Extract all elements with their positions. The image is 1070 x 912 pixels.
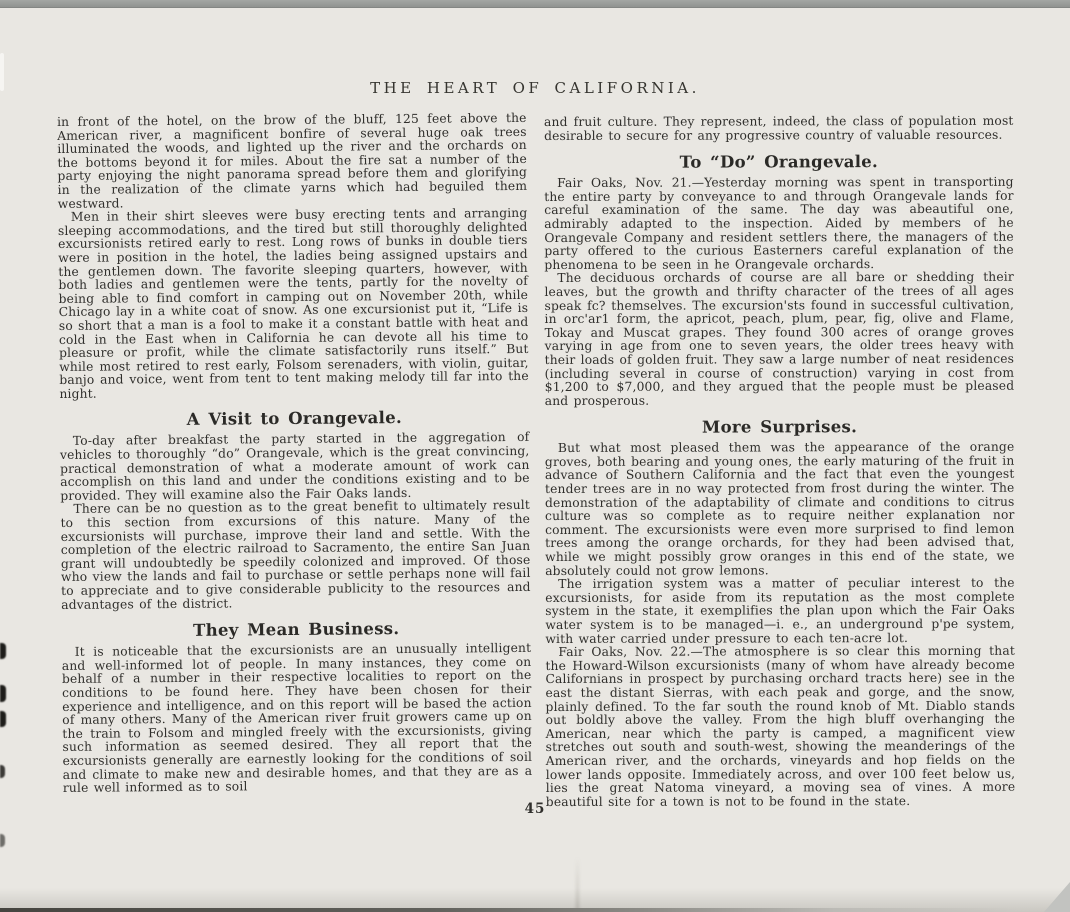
paragraph-great-benefit: There can be no question as to the great benefit to ultimately result to this section from excursions of this nature. Many of the excursionists will purchase, improve their land and settle. With the completion of the electric railroad to Sacramento, the entire San Juan grant will undoubtedly be speedily colonized and improved. Of those who view the lands and fail to purchase or settle perhaps none will fail to appreciate and to give considerable publicity to the resources and advantages of the district. xyxy=(60,498,531,612)
paragraph-deciduous-orchards: The deciduous orchards of course are all bare or shedding their leaves, but the growth and thrifty character of the trees of all ages speak fc? themselves. The excursion'sts found in successful cultivation, in orc'ar1 form, the apricot, peach, plum, pear, fig, olive and Flame, Tokay and Muscat grapes. They found 300 acres of orange groves varying in age from one to seven years, the older trees heavy with their loads of golden fruit. They saw a large number of neat residences (including several in course of construction) varying in cost from $1,200 to $7,000, and they argued that the people must be pleased and prosperous. xyxy=(543,270,1014,408)
right-column xyxy=(544,115,1015,810)
binding-mark xyxy=(0,711,6,727)
paragraph-tents-sleeping: Men in their shirt sleeves were busy erecting tents and arranging sleeping accommodations, and the tired but still thoroughly delighted excursionists retired early to rest. Long rows of bunks in double tiers were in position in the hotel, the ladies being assigned upstairs and the gentlemen down. The favorite sleeping quarters, however, with both ladies and gentlemen were the tents, partly for the novelty of being able to find comfort in camping out on November 20th, while Chicago lay in a white coat of snow. As one excursionist put it, “Life is so short that a man is a fool to make it a constant battle with heat and cold in the East when in California he can devote all his time to pleasure or profit, while the climate satisfactorily runs itself.” But while most retired to rest early, Folsom serenaders, with violin, guitar, banjo and voice, went from tent to tent making melody till far into the night. xyxy=(57,206,529,401)
binding-mark xyxy=(0,834,5,847)
page-corner-cut xyxy=(1044,882,1070,912)
scan-bottom-edge xyxy=(0,908,1070,912)
section-heading-more-surprises: More Surprises. xyxy=(701,417,857,437)
scan-top-edge xyxy=(0,0,1070,8)
page-number: 45 xyxy=(524,801,546,817)
page-crease xyxy=(576,857,579,912)
paragraph-orange-groves: But what most pleased them was the appearance of the orange groves, both bearing and young ones, the early maturing of the fruit in advance of Southern California and the fact that even the youngest tender trees are in no way protected from frost during the winter. The demonstration of the adaptability of climate and conditions to citrus culture was so complete as to require neither explanation nor comment. The excursionists were even more surprised to find lemon trees among the orange orchards, for they had been advised that, while we might possibly grow oranges in this end of the state, we absolutely could not grow lemons. xyxy=(544,440,1015,578)
binding-mark xyxy=(0,643,6,659)
paragraph-fair-oaks-nov22: Fair Oaks, Nov. 22.—The atmosphere is so clear this morning that the Howard-Wilson excursionists (many of whom have already become Californians in prospect by purchasing orchard tracts here) see in the east the distant Sierras, with each peak and gorge, and the snow, plainly defined. To the far south the round knob of Mt. Diablo stands out boldly above the valley. From the high bluff overhanging the American, near which the party is camped, a magnificent view stretches out south and south-west, showing the meanderings of the American river, and the orchards, vineyards and hop fields on the lower lands opposite. Immediately across, and over 100 feet below us, lies the great Natoma vineyard, a moving sea of vines. A more beautiful site for a town is not to be found in the state. xyxy=(544,643,1015,809)
paragraph-after-breakfast: To-day after breakfast the party started in the aggregation of vehicles to thoroughly “do” Orangevale, which is the great convincing, practical demonstration of what a moderate amount of work can accomplish on this land and under the conditions existing and to be provided. They will examine also the Fair Oaks lands. xyxy=(59,430,530,503)
binding-mark xyxy=(0,765,5,778)
paragraph-excursionists-intelligent: It is noticeable that the excursionists are an unusually intelligent and well-informed lot of people. In many instances, they come on behalf of a number in their respective localities to report on the conditions to be found here. They have been chosen for their experience and intelligence, and on this report will be based the action of many others. Many of the American river fruit growers came up on the train to Folsom and mingled freely with the excursionists, giving such information as seemed desired. They all report that the excursionists generally are earnestly looking for the conditions of soil and climate to make new and desirable homes, and that they are as a rule well informed as to soil xyxy=(61,641,533,796)
paragraph-hotel-bonfire: in front of the hotel, on the brow of the bluff, 125 feet above the American river, a magnificent bonfire of several huge oak trees illuminated the woods, and lighted up the river and the orchards on the bottoms beyond it for miles. About the fire sat a number of the party enjoying the night panorama spread before them and glorifying in the realization of the climate yarns which had beguiled them westward. xyxy=(56,110,528,211)
paragraph-fruit-culture: and fruit culture. They represent, indeed, the class of population most desirable to secure for any progressive country of valuable resources. xyxy=(543,113,1014,143)
section-heading-visit-orangevale: A Visit to Orangevale. xyxy=(186,408,403,430)
section-heading-mean-business: They Mean Business. xyxy=(192,619,400,641)
paragraph-irrigation-system: The irrigation system was a matter of peculiar interest to the excursionists, for aside from its reputation as the most complete system in the state, it exemplifies the plan upon which the Fair Oaks water system is to be managed—i. e., an underground p'pe system, with water carried under pressure to each ten-acre lot. xyxy=(544,575,1015,646)
text-columns xyxy=(56,110,1015,809)
page-title: THE HEART OF CALIFORNIA. xyxy=(370,79,700,97)
binding-mark xyxy=(0,685,6,702)
paragraph-fair-oaks-nov21: Fair Oaks, Nov. 21.—Yesterday morning was spent in transporting the entire party by conveyance to and through Orangevale lands for careful examination of the same. The day was abeautiful one, admirably adapted to the inspection. Aided by members of he Orangevale Company and resident settlers there, the managers of the party offered to the curious Easterners careful explanation of the phenomena to be seen in he Orangevale orchards. xyxy=(543,174,1014,272)
section-heading-to-do-orangevale: To “Do” Orangevale. xyxy=(679,152,878,172)
left-column xyxy=(57,112,533,809)
